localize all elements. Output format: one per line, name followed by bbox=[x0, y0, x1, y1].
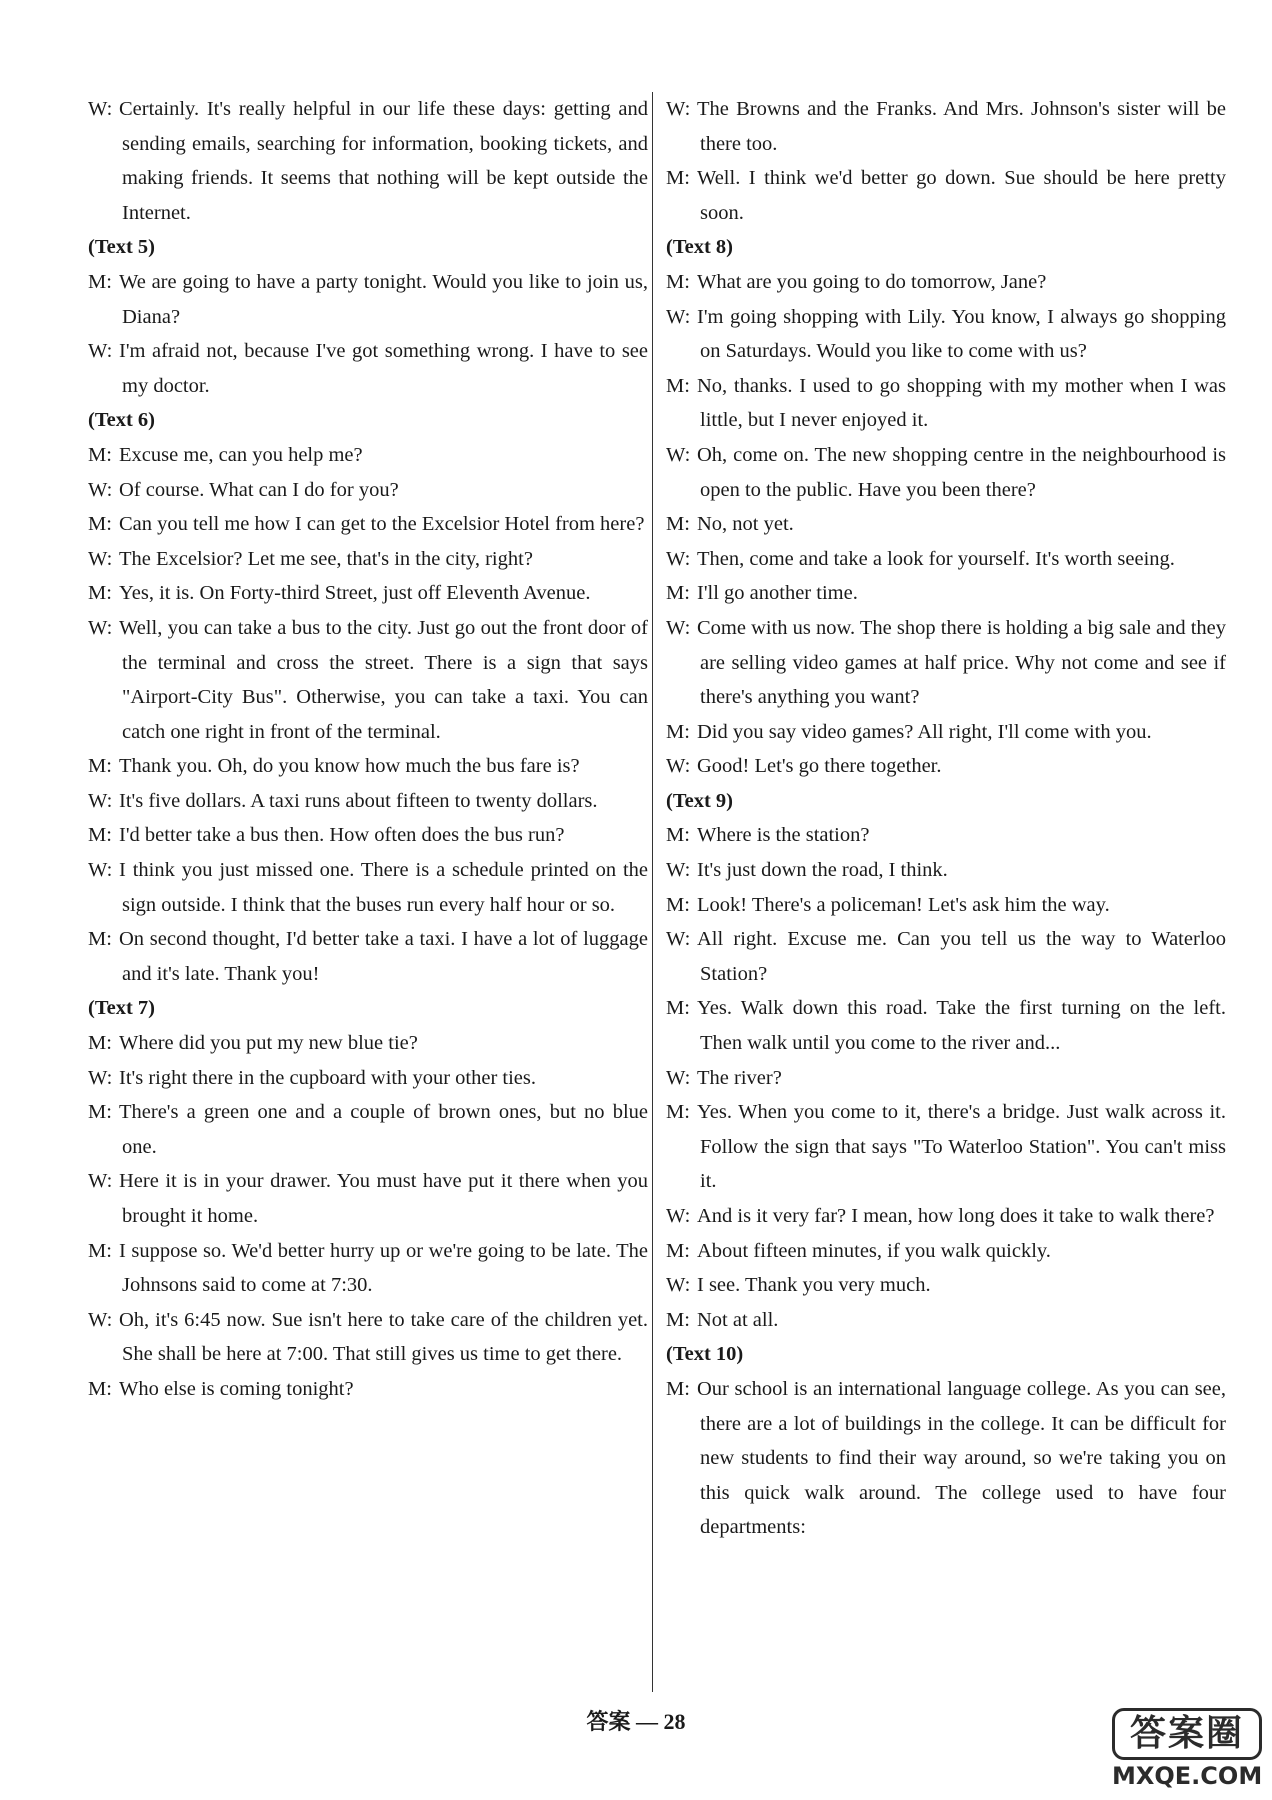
dialogue-line bbox=[666, 265, 1226, 300]
dialogue-line bbox=[88, 542, 648, 577]
speaker-label: M: bbox=[666, 720, 690, 743]
speaker-label: M: bbox=[88, 1239, 112, 1262]
dialogue-line bbox=[666, 818, 1226, 853]
speaker-label: W: bbox=[666, 547, 691, 570]
dialogue-line bbox=[666, 715, 1226, 750]
speaker-label: M: bbox=[666, 893, 690, 916]
watermark-title: 答案圈 bbox=[1112, 1708, 1262, 1760]
speaker-label: W: bbox=[88, 478, 113, 501]
speaker-label: M: bbox=[666, 1101, 690, 1124]
speaker-label: M: bbox=[666, 997, 690, 1020]
dialogue-line bbox=[666, 1061, 1226, 1096]
dialogue-text: No, thanks. I used to go shopping with my mother when I was little, but I never enjoyed it. bbox=[697, 374, 1226, 432]
dialogue-text: I suppose so. We'd better hurry up or we're going to be late. The Johnsons said to come at 7:30. bbox=[119, 1239, 648, 1297]
dialogue-text: Who else is coming tonight? bbox=[119, 1377, 354, 1400]
column-divider bbox=[652, 92, 653, 1692]
speaker-label: W: bbox=[88, 1170, 113, 1193]
dialogue-line bbox=[666, 853, 1226, 888]
dialogue-text: Then, come and take a look for yourself. It's worth seeing. bbox=[697, 547, 1175, 570]
dialogue-line bbox=[666, 438, 1226, 507]
dialogue-line bbox=[666, 1095, 1226, 1199]
dialogue-line bbox=[88, 853, 648, 922]
speaker-label: M: bbox=[88, 270, 112, 293]
dialogue-text: All right. Excuse me. Can you tell us the way to Waterloo Station? bbox=[697, 928, 1226, 985]
text-heading: (Text 6) bbox=[88, 409, 155, 432]
speaker-label: W: bbox=[666, 616, 691, 639]
speaker-label: W: bbox=[666, 928, 691, 951]
dialogue-text: I'd better take a bus then. How often does the bus run? bbox=[119, 824, 565, 847]
right-column bbox=[666, 92, 1226, 1545]
dialogue-line bbox=[666, 92, 1226, 161]
dialogue-text: Oh, it's 6:45 now. Sue isn't here to take care of the children yet. She shall be here at 7:00. That still gives us time to get there. bbox=[119, 1308, 648, 1366]
dialogue-line bbox=[666, 611, 1226, 715]
speaker-label: M: bbox=[666, 374, 690, 397]
dialogue-text: Not at all. bbox=[697, 1308, 779, 1331]
speaker-label: W: bbox=[666, 305, 691, 328]
speaker-label: W: bbox=[666, 859, 691, 882]
dialogue-line bbox=[666, 1199, 1226, 1234]
dialogue-text: There's a green one and a couple of brown ones, but no blue one. bbox=[119, 1101, 648, 1158]
dialogue-line bbox=[88, 749, 648, 784]
dialogue-text: Well. I think we'd better go down. Sue should be here pretty soon. bbox=[697, 167, 1226, 224]
dialogue-line bbox=[88, 611, 648, 749]
dialogue-line bbox=[88, 1303, 648, 1372]
dialogue-text: Certainly. It's really helpful in our life these days: getting and sending emails, searching for information, booking tickets, and making friends. It seems that nothing will be kept outside the Internet. bbox=[119, 98, 648, 224]
speaker-label: M: bbox=[666, 167, 690, 190]
dialogue-text: I think you just missed one. There is a schedule printed on the sign outside. I think that the buses run every half hour or so. bbox=[119, 859, 648, 916]
speaker-label: W: bbox=[88, 616, 113, 639]
speaker-label: W: bbox=[88, 1066, 113, 1089]
dialogue-line bbox=[666, 1234, 1226, 1269]
dialogue-line bbox=[666, 300, 1226, 369]
speaker-label: W: bbox=[666, 443, 691, 466]
dialogue-line bbox=[88, 92, 648, 230]
dialogue-line bbox=[666, 1268, 1226, 1303]
text-heading: (Text 5) bbox=[88, 236, 155, 259]
left-column bbox=[88, 92, 648, 1407]
dialogue-text: Oh, come on. The new shopping centre in the neighbourhood is open to the public. Have you been there? bbox=[697, 443, 1226, 501]
text-heading: (Text 9) bbox=[666, 789, 733, 812]
dialogue-line bbox=[88, 1026, 648, 1061]
dialogue-line bbox=[666, 369, 1226, 438]
speaker-label: W: bbox=[666, 755, 691, 778]
dialogue-text: Did you say video games? All right, I'll come with you. bbox=[697, 720, 1152, 743]
speaker-label: M: bbox=[666, 824, 690, 847]
page-number: 28 bbox=[663, 1709, 686, 1734]
dialogue-text: Our school is an international language college. As you can see, there are a lot of buildings in the college. It can be difficult for new students to find their way around, so we're taking you on this quick walk around. The college used to have four departments: bbox=[697, 1377, 1226, 1539]
dialogue-line bbox=[88, 1061, 648, 1096]
dialogue-line bbox=[666, 1303, 1226, 1338]
speaker-label: M: bbox=[666, 513, 690, 536]
page-footer bbox=[0, 1705, 1272, 1736]
dialogue-text: No, not yet. bbox=[697, 513, 794, 536]
dialogue-text: The Browns and the Franks. And Mrs. Johnson's sister will be there too. bbox=[697, 98, 1226, 155]
text-heading: (Text 10) bbox=[666, 1343, 744, 1366]
dialogue-line bbox=[88, 473, 648, 508]
dialogue-line bbox=[666, 888, 1226, 923]
dialogue-line bbox=[666, 507, 1226, 542]
dialogue-text: What are you going to do tomorrow, Jane? bbox=[697, 270, 1047, 293]
dialogue-text: I see. Thank you very much. bbox=[697, 1274, 931, 1297]
speaker-label: M: bbox=[88, 1101, 112, 1124]
dialogue-line bbox=[666, 1372, 1226, 1545]
speaker-label: W: bbox=[88, 98, 113, 120]
speaker-label: W: bbox=[88, 859, 113, 882]
watermark-url: MXQE.COM bbox=[1112, 1762, 1263, 1790]
dialogue-line bbox=[88, 922, 648, 991]
watermark-logo bbox=[1112, 1708, 1262, 1792]
dialogue-text: On second thought, I'd better take a taxi. I have a lot of luggage and it's late. Thank you! bbox=[119, 928, 648, 985]
dialogue-line bbox=[88, 265, 648, 334]
dialogue-text: Yes. When you come to it, there's a bridge. Just walk across it. Follow the sign that says "To Waterloo Station". You can't miss it. bbox=[697, 1101, 1226, 1193]
dialogue-text: The Excelsior? Let me see, that's in the city, right? bbox=[119, 547, 533, 570]
speaker-label: M: bbox=[666, 270, 690, 293]
speaker-label: M: bbox=[88, 1032, 112, 1055]
speaker-label: M: bbox=[666, 1377, 690, 1400]
dialogue-text: Can you tell me how I can get to the Excelsior Hotel from here? bbox=[119, 513, 645, 536]
dialogue-text: And is it very far? I mean, how long does it take to walk there? bbox=[697, 1205, 1215, 1227]
speaker-label: W: bbox=[666, 98, 691, 120]
dialogue-line bbox=[88, 1234, 648, 1303]
dialogue-text: It's five dollars. A taxi runs about fifteen to twenty dollars. bbox=[119, 789, 598, 812]
speaker-label: W: bbox=[88, 547, 113, 570]
dialogue-text: About fifteen minutes, if you walk quickly. bbox=[697, 1239, 1051, 1262]
dialogue-text: It's just down the road, I think. bbox=[697, 859, 948, 882]
text-heading: (Text 7) bbox=[88, 997, 155, 1020]
dialogue-text: I'll go another time. bbox=[697, 582, 858, 605]
speaker-label: W: bbox=[666, 1274, 691, 1297]
speaker-label: M: bbox=[88, 824, 112, 847]
dialogue-line bbox=[88, 438, 648, 473]
dialogue-text: Thank you. Oh, do you know how much the bus fare is? bbox=[119, 755, 580, 778]
dialogue-line bbox=[88, 576, 648, 611]
speaker-label: M: bbox=[88, 513, 112, 536]
speaker-label: W: bbox=[666, 1066, 691, 1089]
dialogue-line bbox=[88, 818, 648, 853]
dialogue-text: I'm afraid not, because I've got something wrong. I have to see my doctor. bbox=[119, 340, 648, 397]
dialogue-line bbox=[666, 576, 1226, 611]
speaker-label: M: bbox=[88, 582, 112, 605]
dialogue-line bbox=[88, 1372, 648, 1407]
speaker-label: W: bbox=[88, 1308, 113, 1331]
dialogue-text: Yes. Walk down this road. Take the first turning on the left. Then walk until you come to the river and... bbox=[697, 997, 1226, 1055]
dialogue-text: Well, you can take a bus to the city. Just go out the front door of the terminal and cross the street. There is a sign that says "Airport-City Bus". Otherwise, you can take a taxi. You can catch one right in front of the terminal. bbox=[119, 616, 648, 743]
speaker-label: W: bbox=[88, 789, 113, 812]
dialogue-text: Yes, it is. On Forty-third Street, just off Eleventh Avenue. bbox=[119, 582, 591, 605]
speaker-label: W: bbox=[666, 1205, 691, 1227]
speaker-label: M: bbox=[666, 1239, 690, 1262]
dialogue-text: Excuse me, can you help me? bbox=[119, 443, 363, 466]
speaker-label: M: bbox=[88, 928, 112, 951]
dialogue-line bbox=[666, 542, 1226, 577]
dialogue-text: Here it is in your drawer. You must have put it there when you brought it home. bbox=[119, 1170, 648, 1227]
speaker-label: W: bbox=[88, 340, 113, 363]
dialogue-line bbox=[666, 991, 1226, 1060]
dialogue-text: I'm going shopping with Lily. You know, I always go shopping on Saturdays. Would you like to come with us? bbox=[697, 305, 1226, 363]
speaker-label: M: bbox=[88, 755, 112, 778]
dialogue-line bbox=[666, 749, 1226, 784]
dialogue-text: Of course. What can I do for you? bbox=[119, 478, 399, 501]
speaker-label: M: bbox=[666, 582, 690, 605]
speaker-label: M: bbox=[88, 1377, 112, 1400]
dialogue-line bbox=[666, 161, 1226, 230]
dialogue-text: Look! There's a policeman! Let's ask him the way. bbox=[697, 893, 1110, 916]
dialogue-line bbox=[88, 507, 648, 542]
dialogue-text: Where is the station? bbox=[697, 824, 870, 847]
dialogue-text: It's right there in the cupboard with your other ties. bbox=[119, 1066, 537, 1089]
dialogue-line bbox=[88, 784, 648, 819]
text-heading: (Text 8) bbox=[666, 236, 733, 259]
dialogue-text: We are going to have a party tonight. Would you like to join us, Diana? bbox=[119, 270, 648, 328]
speaker-label: M: bbox=[666, 1308, 690, 1331]
footer-label: 答案 bbox=[586, 1710, 631, 1735]
dialogue-text: The river? bbox=[697, 1066, 782, 1089]
dialogue-text: Where did you put my new blue tie? bbox=[119, 1032, 418, 1055]
dialogue-text: Come with us now. The shop there is holding a big sale and they are selling video games at half price. Why not come and see if there's anything you want? bbox=[697, 616, 1226, 709]
dialogue-line bbox=[88, 1164, 648, 1233]
footer-dash: — bbox=[636, 1709, 658, 1734]
speaker-label: M: bbox=[88, 443, 112, 466]
dialogue-text: Good! Let's go there together. bbox=[697, 755, 942, 778]
dialogue-line bbox=[88, 1095, 648, 1164]
dialogue-line bbox=[88, 334, 648, 403]
dialogue-line bbox=[666, 922, 1226, 991]
